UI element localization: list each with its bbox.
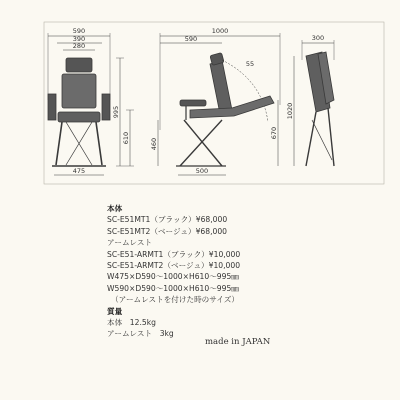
folded-dim-height: 1020 xyxy=(286,102,294,120)
folded-view xyxy=(294,40,334,166)
spec-line: W590×D590～1000×H610～995㎜ xyxy=(107,283,239,293)
spec-line: SC-E51-ARMT1（ブラック）¥10,000 xyxy=(107,249,241,259)
side-dim-base: 500 xyxy=(195,167,209,175)
side-dim-arm-height: 670 xyxy=(270,126,278,140)
side-view xyxy=(158,33,280,175)
spec-line: SC-E51-ARMT2（ベージュ）¥10,000 xyxy=(107,261,241,271)
front-dim-back: 390 xyxy=(72,35,86,43)
side-dim-angle: 55 xyxy=(245,60,255,68)
front-dim-height-min: 610 xyxy=(122,131,130,145)
front-dim-seat: 280 xyxy=(72,42,86,50)
spec-heading: 本体 xyxy=(107,204,123,213)
weight-line: 本体 12.5kg xyxy=(107,318,156,328)
spec-line: SC-E51MT1（ブラック）¥68,000 xyxy=(107,215,228,225)
folded-dim-depth: 300 xyxy=(311,34,325,42)
front-view xyxy=(48,33,134,175)
spec-line: W475×D590～1000×H610～995㎜ xyxy=(107,272,239,282)
made-in-label: made in JAPAN xyxy=(205,337,271,347)
side-dim-seat-height: 460 xyxy=(150,137,158,151)
front-dim-height-max: 995 xyxy=(112,105,120,119)
side-dim-length-max: 1000 xyxy=(211,27,229,35)
front-dim-base: 475 xyxy=(72,167,86,175)
weight-heading: 質量 xyxy=(107,306,123,316)
side-dim-length-min: 590 xyxy=(184,35,198,43)
spec-block xyxy=(107,203,240,340)
front-dim-width: 590 xyxy=(72,27,86,35)
spec-line: アームレスト xyxy=(107,238,153,248)
spec-line: SC-E51MT2（ベージュ）¥68,000 xyxy=(107,226,228,236)
spec-line: （アームレストを付けた時のサイズ） xyxy=(111,295,240,305)
weight-line: アームレスト 3kg xyxy=(107,329,174,339)
